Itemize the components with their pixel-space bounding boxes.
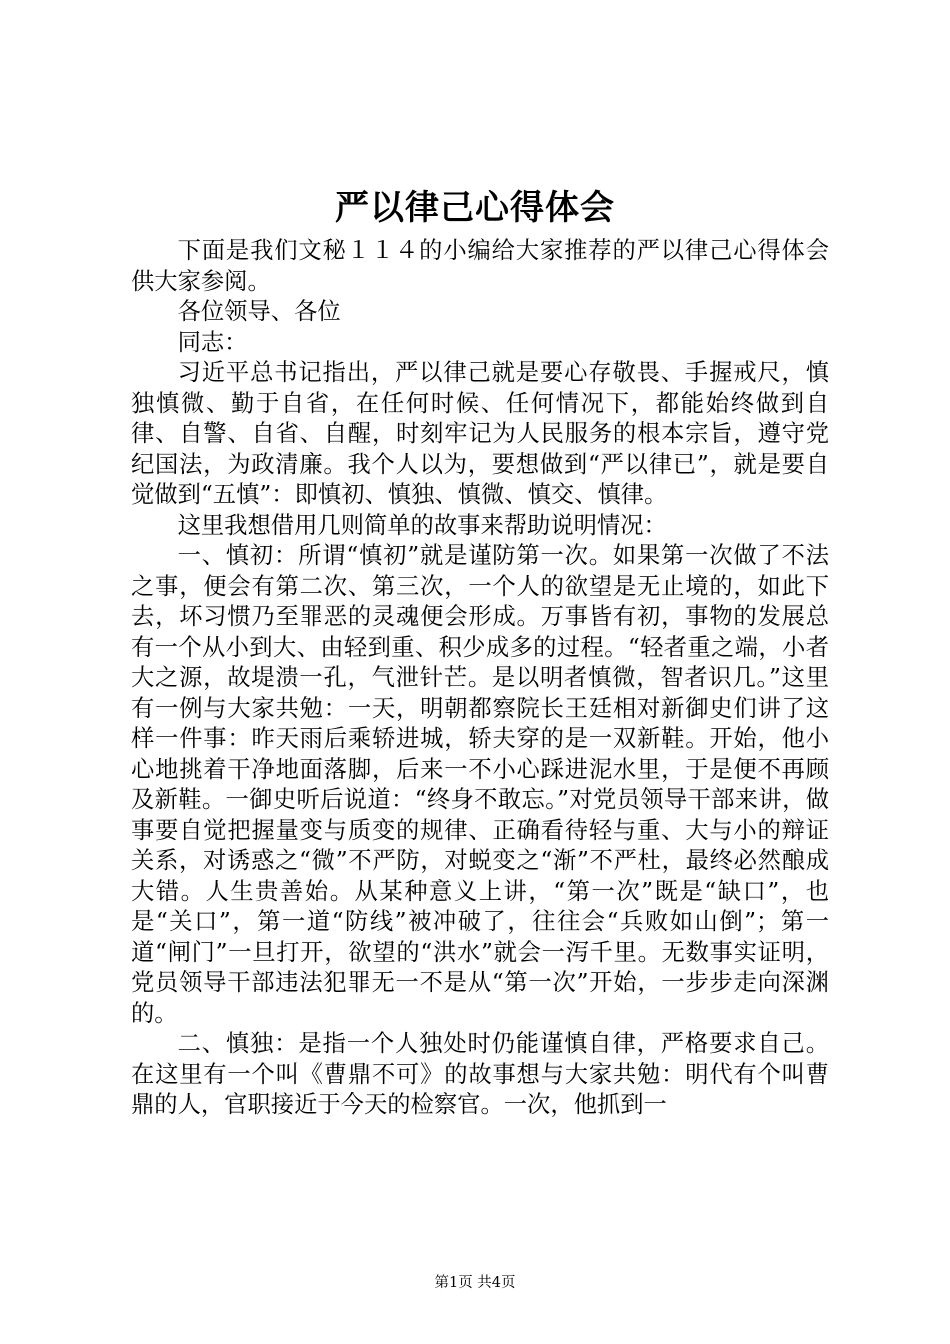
body-paragraph: 一、慎初：所谓“慎初”就是谨防第一次。如果第一次做了不法之事，便会有第二次、第三次，一个人的欲望是无止境的，如此下去，坏习惯乃至罪恶的灵魂便会形成。万事皆有初，事物的发展总有一个从小到大、由轻到重、积少成多的过程。“轻者重之端，小者大之源，故堤溃一孔，气泄针芒。是以明者慎微，智者识几。”这里有一例与大家共勉：一天，明朝都察院长王廷相对新御史们讲了这样一件事：昨天雨后乘轿进城，轿夫穿的是一双新鞋。开始，他小心地挑着干净地面落脚，后来一不小心踩进泥水里，于是便不再顾及新鞋。一御史听后说道：“终身不敢忘。”对党员领导干部来讲，做事要自觉把握量变与质变的规律、正确看待轻与重、大与小的辩证关系，对诱惑之“微”不严防，对蜕变之“渐”不严杜，最终必然酿成大错。人生贵善始。从某种意义上讲，“第一次”既是“缺口”，也是“关口”，第一道“防线”被冲破了，往往会“兵败如山倒”；第一道“闸门”一旦打开，欲望的“洪水”就会一泻千里。无数事实证明，党员领导干部违法犯罪无一不是从“第一次”开始，一步步走向深渊的。	[131, 542, 829, 1027]
body-paragraph: 习近平总书记指出，严以律己就是要心存敬畏、手握戒尺，慎独慎微、勤于自省，在任何时候、任何情况下，都能始终做到自律、自警、自省、自醒，时刻牢记为人民服务的根本宗旨，遵守党纪国法，为政清廉。我个人以为，要想做到“严以律已”，就是要自觉做到“五慎”：即慎初、慎独、慎微、慎交、慎律。	[131, 359, 829, 508]
page-footer: 第1页 共4页	[434, 1275, 516, 1291]
document-body	[131, 236, 829, 1121]
intro-paragraph: 下面是我们文秘１１４的小编给大家推荐的严以律己心得体会供大家参阅。	[131, 237, 829, 295]
body-paragraph: 二、慎独：是指一个人独处时仍能谨慎自律，严格要求自己。在这里有一个叫《曹鼎不可》的故事想与大家共勉：明代有个叫曹鼎的人，官职接近于今天的检察官。一次，他抓到一	[131, 1030, 829, 1118]
salutation-line: 同志：	[177, 328, 248, 356]
body-paragraph: 这里我想借用几则简单的故事来帮助说明情况：	[177, 511, 667, 539]
salutation-line: 各位领导、各位	[177, 298, 341, 325]
document-title: 严以律己心得体会	[335, 188, 615, 228]
